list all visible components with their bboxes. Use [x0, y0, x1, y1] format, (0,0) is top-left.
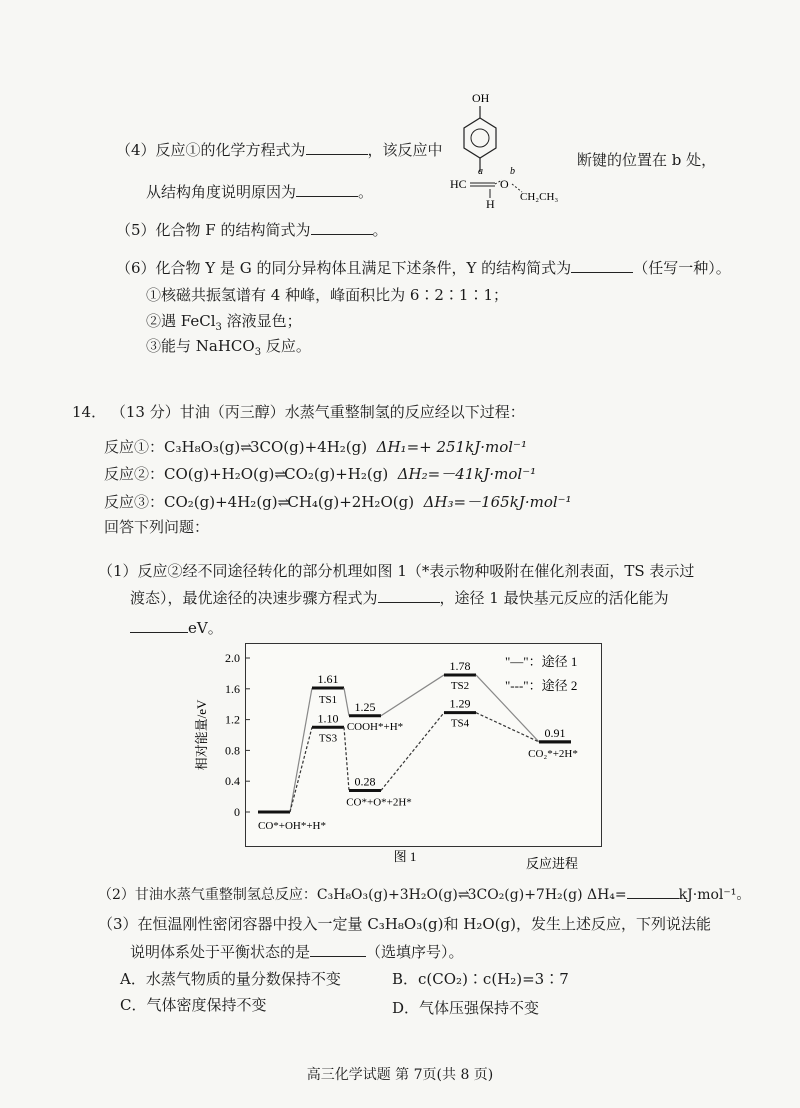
energy-value-ts4: 1.29: [449, 696, 471, 711]
equilibrium-arrow-icon: ⇌: [274, 467, 285, 483]
q13-cond-2-text-b: 溶液显色；: [221, 312, 302, 330]
answer-intro-text: 回答下列问题：: [104, 518, 210, 536]
q14-p2-text-b: 3CO₂(g)+7H₂(g) ΔH₄=: [467, 887, 627, 903]
answer-blank[interactable]: [571, 258, 633, 273]
mol-o-label: O: [500, 177, 509, 191]
figure-caption: 图 1: [393, 849, 417, 864]
q14-reaction-2: [104, 464, 536, 485]
y-tick-label: 0.4: [225, 774, 240, 789]
q13-p6-text-a: （6）化合物 Y 是 G 的同分异构体且满足下述条件，Y 的结构简式为: [116, 259, 572, 277]
q14-p2: [98, 884, 750, 905]
q14-p1-text-d: eV。: [188, 619, 223, 637]
benzene-ring: [464, 118, 496, 158]
q14-p1-text-b: 渡态），最优途径的决速步骤方程式为: [130, 589, 378, 607]
answer-blank[interactable]: [130, 618, 188, 633]
q13-p4-text-d: 从结构角度说明原因为: [146, 183, 297, 201]
reaction-1-left: C₃H₈O₃(g): [164, 438, 241, 456]
option-d[interactable]: [392, 998, 539, 1018]
q13-p5-end: 。: [372, 221, 388, 239]
energy-value-ts2: 1.78: [449, 658, 471, 673]
q13-p5: [116, 220, 388, 240]
mol-b-label: b: [510, 166, 515, 177]
q14-p3-line1: [98, 914, 711, 934]
q13-p4-text-c: 断键的位置在 b 处，: [577, 151, 717, 169]
q14-p1-text-c: ，途径 1 最快基元反应的活化能为: [439, 589, 669, 607]
q14-p2-text-a: （2）甘油水蒸气重整制氢总反应：C₃H₈O₃(g)+3H₂O(g): [98, 887, 458, 903]
answer-blank[interactable]: [627, 884, 679, 899]
reaction-1-dh: ΔH₁=+ 251kJ·mol⁻¹: [376, 438, 527, 456]
y-tick-label: 0: [234, 805, 240, 819]
y-tick-label: 1.6: [225, 681, 240, 696]
answer-blank[interactable]: [306, 140, 368, 155]
y-tick-label: 0.8: [225, 743, 240, 758]
series-connector-1-2: [381, 675, 444, 716]
q14-p3-line2: [130, 942, 464, 962]
mol-oh-label: OH: [472, 91, 490, 105]
energy-value-co-o: 0.28: [354, 774, 376, 789]
option-b-text: B．c(CO₂)∶c(H₂)=3∶7: [392, 970, 569, 988]
species-label-final: CO₂*+2H*: [528, 747, 578, 760]
q13-cond-2: [146, 311, 302, 331]
series-connector-2-3: [476, 713, 539, 742]
q14-reaction-1: [104, 437, 527, 458]
reaction-3-right: CH₄(g)+2H₂O(g): [287, 493, 415, 511]
reaction-3-label: 反应③：: [104, 493, 165, 511]
series-connector-1-1: [344, 688, 349, 716]
q14-p1-line3: [130, 618, 223, 638]
q14-reaction-3: [104, 492, 572, 513]
q13-p4-line1-tail: [577, 150, 716, 170]
q13-cond-1: [146, 285, 508, 305]
q14-p3-text-a: （3）在恒温刚性密闭容器中投入一定量 C₃H₈O₃(g)和 H₂O(g)，发生上述反应，下列说法能: [98, 915, 711, 933]
q13-cond-2-sub: 3: [215, 322, 222, 333]
option-c-text: C．气体密度保持不变: [120, 996, 267, 1014]
species-label-co-o: CO*+O*+2H*: [346, 796, 412, 809]
q14-p2-text-c: kJ·mol⁻¹。: [678, 887, 751, 903]
y-tick-label: 1.2: [225, 712, 240, 727]
mol-ethyl-label: CH₂CH₃: [520, 191, 559, 203]
q14-intro: [72, 402, 525, 422]
series-connector-2-1: [344, 727, 349, 790]
species-label-cooh: COOH*+H*: [346, 720, 404, 733]
q14-answer-intro: [104, 517, 209, 537]
energy-value-ts1: 1.61: [317, 672, 339, 687]
reaction-2-dh: ΔH₂=－41kJ·mol⁻¹: [397, 465, 537, 483]
q14-number: 14．: [72, 403, 107, 421]
q13-cond-2-text-a: ②遇 FeCl: [146, 312, 216, 330]
x-axis-label: 反应进程: [525, 856, 579, 871]
reaction-1-right: 3CO(g)+4H₂(g): [249, 438, 368, 456]
reaction-3-left: CO₂(g)+4H₂(g): [164, 493, 278, 511]
page-footer: 高三化学试题 第 7页(共 8 页): [306, 1067, 494, 1083]
option-c[interactable]: [120, 995, 266, 1015]
molecule-structure: [440, 88, 590, 218]
q14-p1-text-a: （1）反应②经不同途径转化的部分机理如图 1（*表示物种吸附在催化剂表面，TS 表示过: [98, 562, 695, 580]
q14-p3-text-b: 说明体系处于平衡状态的是: [130, 943, 311, 961]
q13-p4-line2: [146, 182, 373, 202]
species-label-ts2: TS2: [450, 679, 470, 692]
q13-cond-3: [146, 336, 311, 356]
mol-a-label: a: [478, 166, 483, 177]
equilibrium-arrow-icon: ⇌: [457, 887, 468, 903]
option-a-text: A．水蒸气物质的量分数保持不变: [120, 970, 341, 988]
q13-p6: [116, 258, 731, 278]
equilibrium-arrow-icon: ⇌: [277, 495, 288, 511]
q13-cond-3-text-a: ③能与 NaHCO: [146, 337, 255, 355]
q14-p3-text-c: （选填序号）。: [366, 943, 464, 961]
species-label-ts1: TS1: [318, 694, 338, 707]
q13-cond-3-sub: 3: [254, 347, 262, 358]
energy-value-final: 0.91: [544, 725, 566, 740]
answer-blank[interactable]: [378, 588, 440, 603]
reaction-3-dh: ΔH₃=－165kJ·mol⁻¹: [423, 493, 572, 511]
q13-p4-end: 。: [358, 183, 374, 201]
y-tick-label: 2.0: [225, 651, 240, 665]
energy-value-ts3: 1.10: [317, 711, 339, 726]
option-a[interactable]: [120, 969, 341, 989]
equilibrium-arrow-icon: ⇌: [240, 440, 250, 456]
energy-value-cooh: 1.25: [354, 699, 376, 714]
species-label-ts3: TS3: [318, 732, 338, 745]
reaction-2-label: 反应②：: [104, 465, 165, 483]
species-label-ts4: TS4: [450, 717, 470, 730]
answer-blank[interactable]: [311, 220, 373, 235]
reaction-2-left: CO(g)+H₂O(g): [164, 465, 275, 483]
legend-path-1: "—"：途径 1: [505, 654, 578, 669]
q13-p5-text: （5）化合物 F 的结构简式为: [116, 221, 311, 239]
mol-h-label: H: [486, 197, 495, 211]
option-b[interactable]: [392, 969, 569, 989]
q13-p4-line1: [116, 140, 443, 160]
answer-blank[interactable]: [310, 942, 366, 957]
q14-p1-line1: [98, 561, 694, 581]
y-axis-label: 相对能量/eV: [194, 699, 209, 771]
energy-profile-chart: [190, 640, 610, 875]
species-label-start: CO*+OH*+H*: [257, 820, 327, 832]
series-connector-1-0: [290, 688, 312, 812]
option-d-text: D．气体压强保持不变: [392, 999, 540, 1017]
q13-cond-3-text-b: 反应。: [261, 337, 311, 355]
series-connector-2-0: [290, 727, 312, 812]
q14-intro-text: （13 分）甘油（丙三醇）水蒸气重整制氢的反应经以下过程：: [110, 403, 525, 421]
q13-p4-text-a: （4）反应①的化学方程式为: [116, 141, 306, 159]
q14-p1-line2: [130, 588, 669, 608]
reaction-2-right: CO₂(g)+H₂(g): [284, 465, 389, 483]
legend-path-2: "---"：途径 2: [505, 678, 578, 693]
q13-p4-text-b: ，该反应中: [367, 141, 443, 159]
answer-blank[interactable]: [296, 182, 358, 197]
q13-cond-1-text: ①核磁共振氢谱有 4 种峰，峰面积比为 6∶2∶1∶1；: [146, 286, 509, 304]
q13-p6-text-b: （任写一种）。: [633, 259, 731, 277]
reaction-1-label: 反应①：: [104, 438, 165, 456]
mol-hc-label: HC: [450, 177, 467, 191]
